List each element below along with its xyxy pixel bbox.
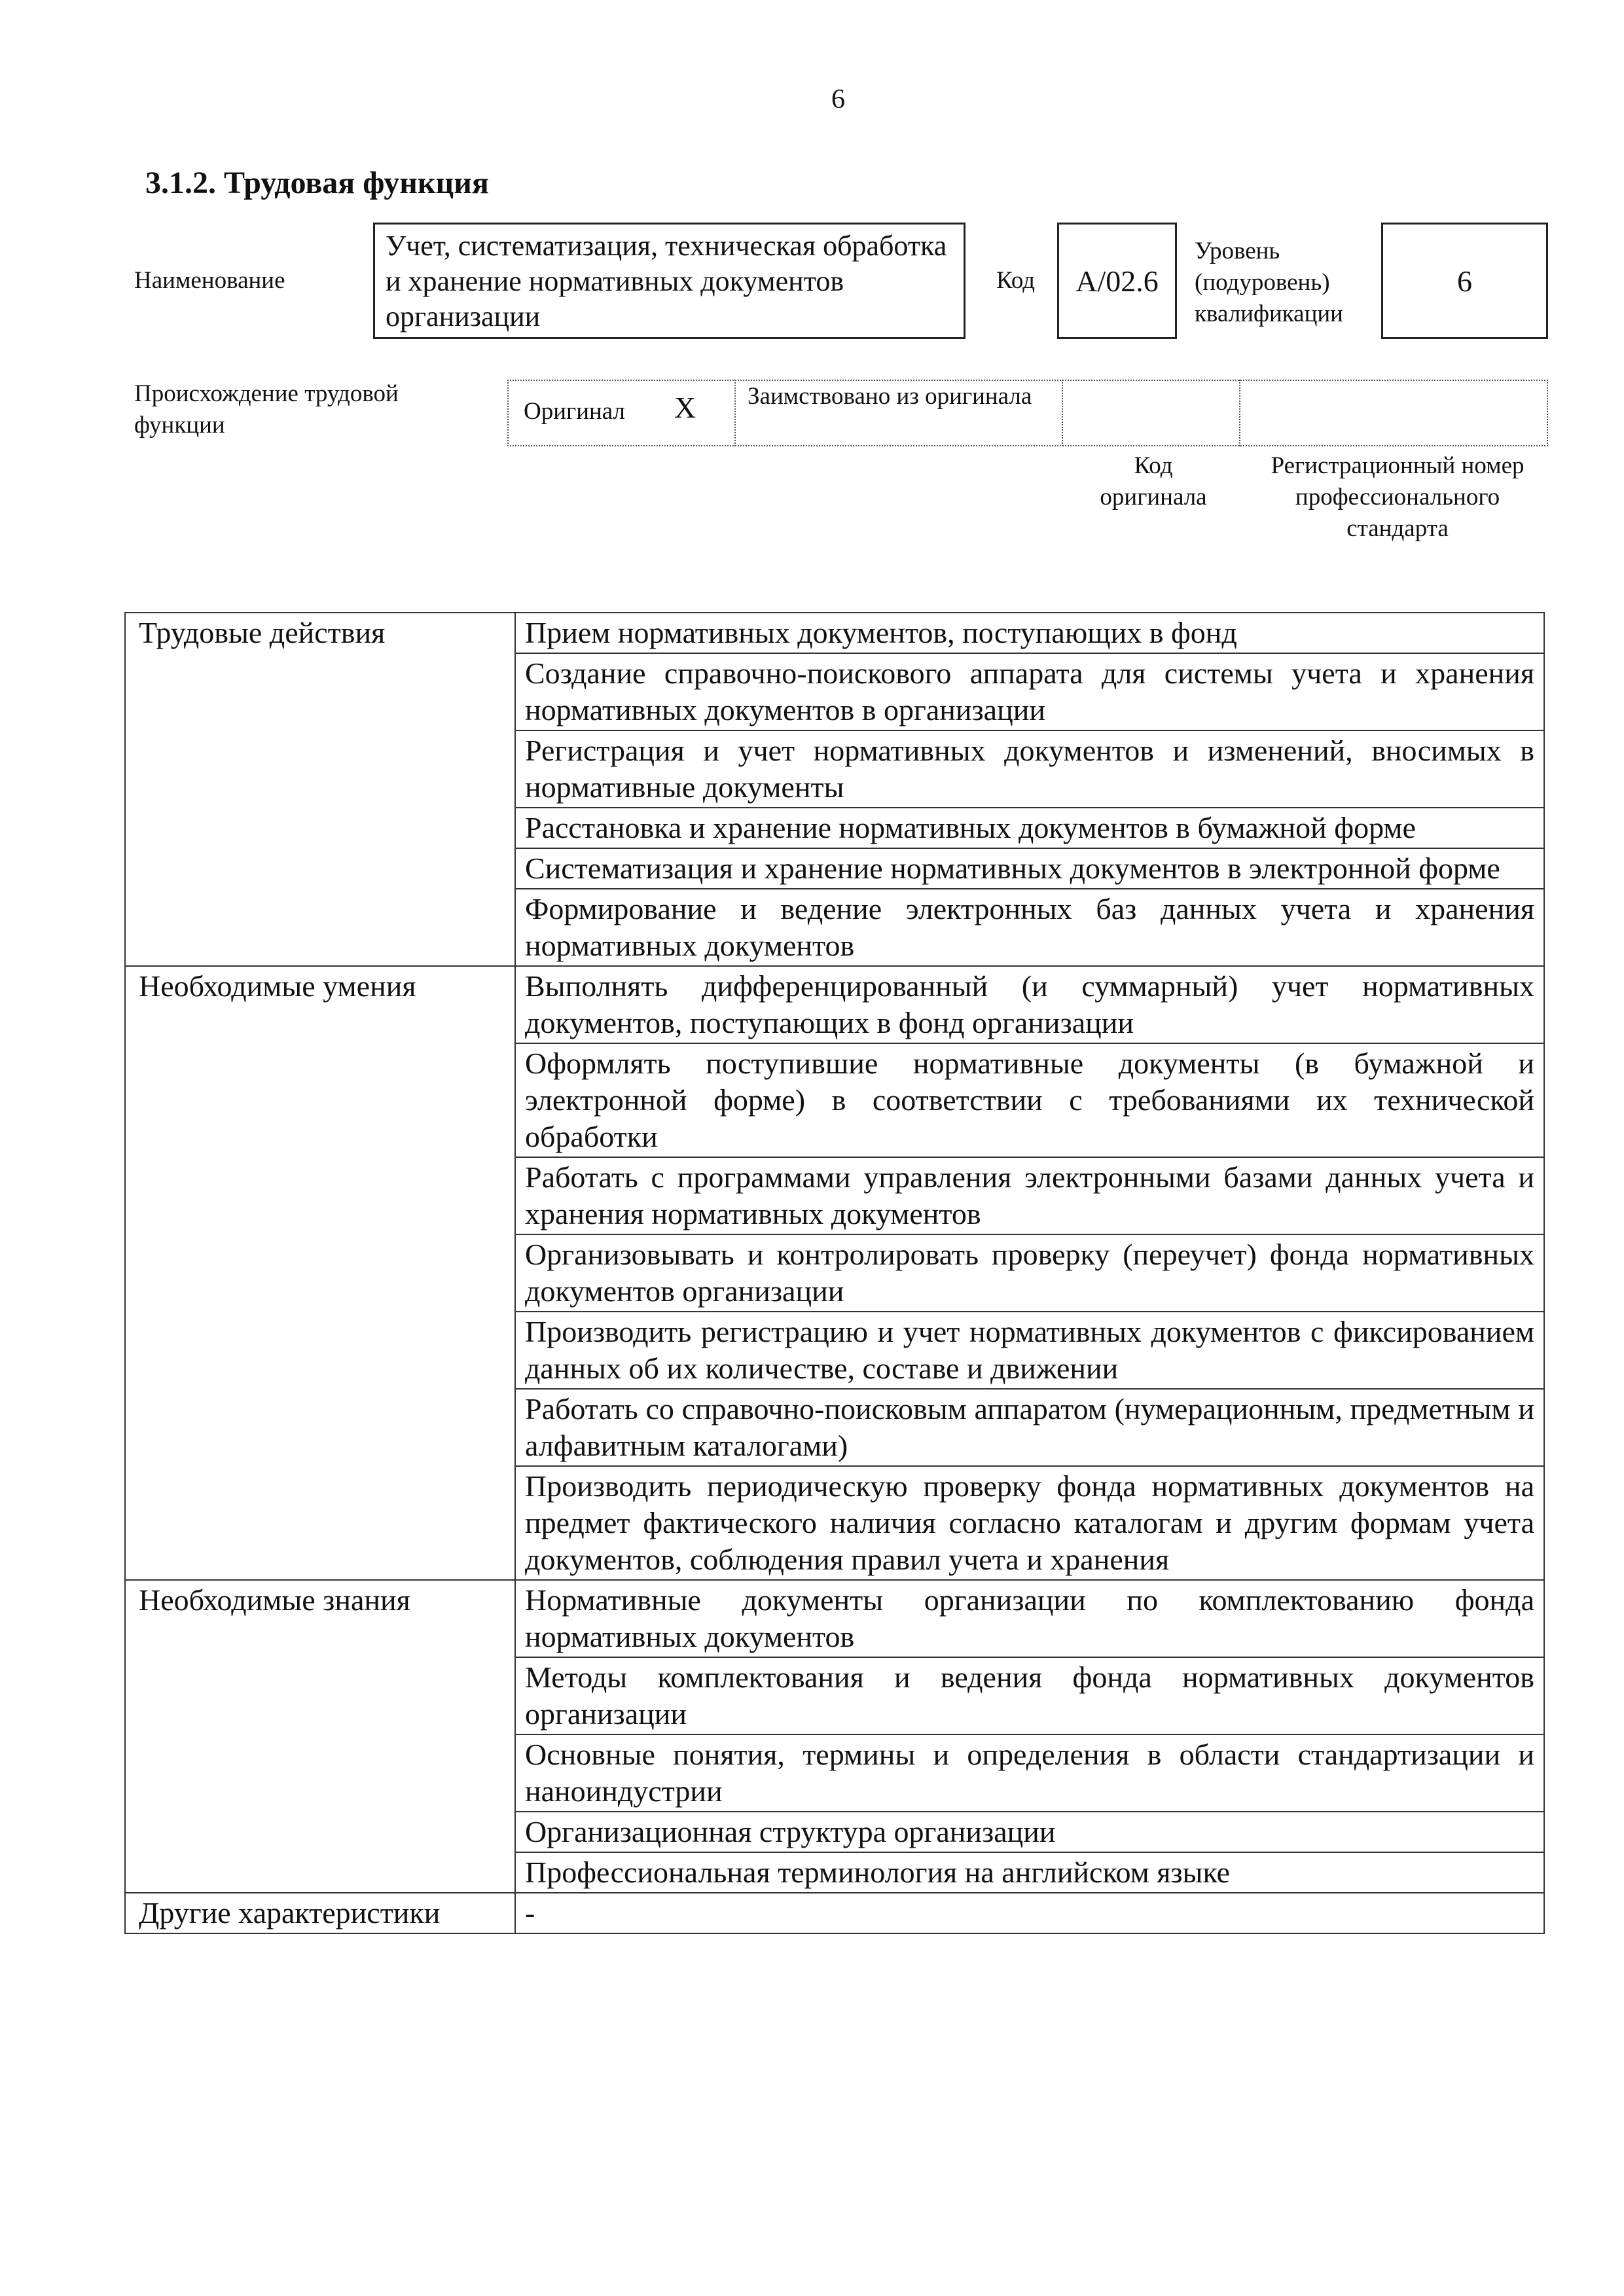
origin-divider [734, 380, 736, 446]
table-row [125, 966, 1544, 1043]
skills-item: Работать со справочно-поисковым аппаратом (нумерационным, предметным и алфавитным каталогами) [515, 1389, 1544, 1466]
knowledge-item: Профессиональная терминология на английском языке [515, 1852, 1544, 1893]
actions-item: Регистрация и учет нормативных документов и изменений, вносимых в нормативные документы [515, 730, 1544, 808]
function-table [124, 612, 1545, 1934]
skills-label: Необходимые умения [125, 966, 515, 1580]
table-row [125, 1893, 1544, 1933]
actions-item: Создание справочно-поискового аппарата для системы учета и хранения нормативных документов в организации [515, 653, 1544, 730]
other-value: - [515, 1893, 1544, 1933]
skills-item: Работать с программами управления электронными базами данных учета и хранения нормативных документов [515, 1157, 1544, 1234]
actions-item: Прием нормативных документов, поступающих в фонд [515, 613, 1544, 653]
code-value: A/02.6 [1075, 264, 1159, 298]
function-name: Учет, систематизация, техническая обработка и хранение нормативных документов организации [386, 230, 947, 332]
table-row [125, 1580, 1544, 1657]
other-label: Другие характеристики [125, 1893, 515, 1933]
skills-item: Производить периодическую проверку фонда нормативных документов на предмет фактического наличия согласно каталогам и другим формам учета документов, соблюдения правил учета и хранения [515, 1466, 1544, 1580]
original-mark: X [674, 391, 696, 424]
original-label: Оригинал [524, 398, 626, 425]
actions-label: Трудовые действия [125, 613, 515, 966]
level-box [1381, 223, 1548, 339]
origin-divider [1239, 380, 1240, 446]
actions-item: Систематизация и хранение нормативных документов в электронной форме [515, 848, 1544, 889]
skills-item: Производить регистрацию и учет нормативных документов с фиксированием данных об их количестве, составе и движении [515, 1312, 1544, 1389]
knowledge-label: Необходимые знания [125, 1580, 515, 1893]
actions-item: Формирование и ведение электронных баз данных учета и хранения нормативных документов [515, 889, 1544, 966]
function-name-box [373, 223, 965, 339]
reg-number-caption: Регистрационный номер профессионального стандарта [1271, 452, 1525, 542]
section-title: 3.1.2. Трудовая функция [145, 166, 489, 200]
table-row [125, 613, 1544, 653]
knowledge-item: Организационная структура организации [515, 1812, 1544, 1852]
level-value: 6 [1457, 264, 1472, 298]
skills-item: Выполнять дифференцированный (и суммарный) учет нормативных документов, поступающих в фонд организации [515, 966, 1544, 1043]
origin-divider [1062, 380, 1063, 446]
code-box [1057, 223, 1177, 339]
knowledge-item: Основные понятия, термины и определения в области стандартизации и наноиндустрии [515, 1734, 1544, 1812]
skills-item: Оформлять поступившие нормативные документы (в бумажной и электронной форме) в соответствии с требованиями их технической обработки [515, 1043, 1544, 1157]
knowledge-item: Методы комплектования и ведения фонда нормативных документов организации [515, 1657, 1544, 1734]
origin-label: Происхождение трудовой функции [134, 380, 399, 439]
actions-item: Расстановка и хранение нормативных документов в бумажной форме [515, 808, 1544, 848]
knowledge-item: Нормативные документы организации по комплектованию фонда нормативных документов [515, 1580, 1544, 1657]
code-label: Код [996, 267, 1036, 294]
page-number: 6 [831, 84, 845, 115]
level-label: Уровень (подуровень) квалификации [1195, 238, 1343, 327]
skills-item: Организовывать и контролировать проверку (переучет) фонда нормативных документов организации [515, 1234, 1544, 1312]
code-original-caption: Код оригинала [1100, 452, 1207, 511]
borrowed-label: Заимствовано из оригинала [748, 383, 1032, 410]
name-label: Наименование [134, 267, 285, 294]
